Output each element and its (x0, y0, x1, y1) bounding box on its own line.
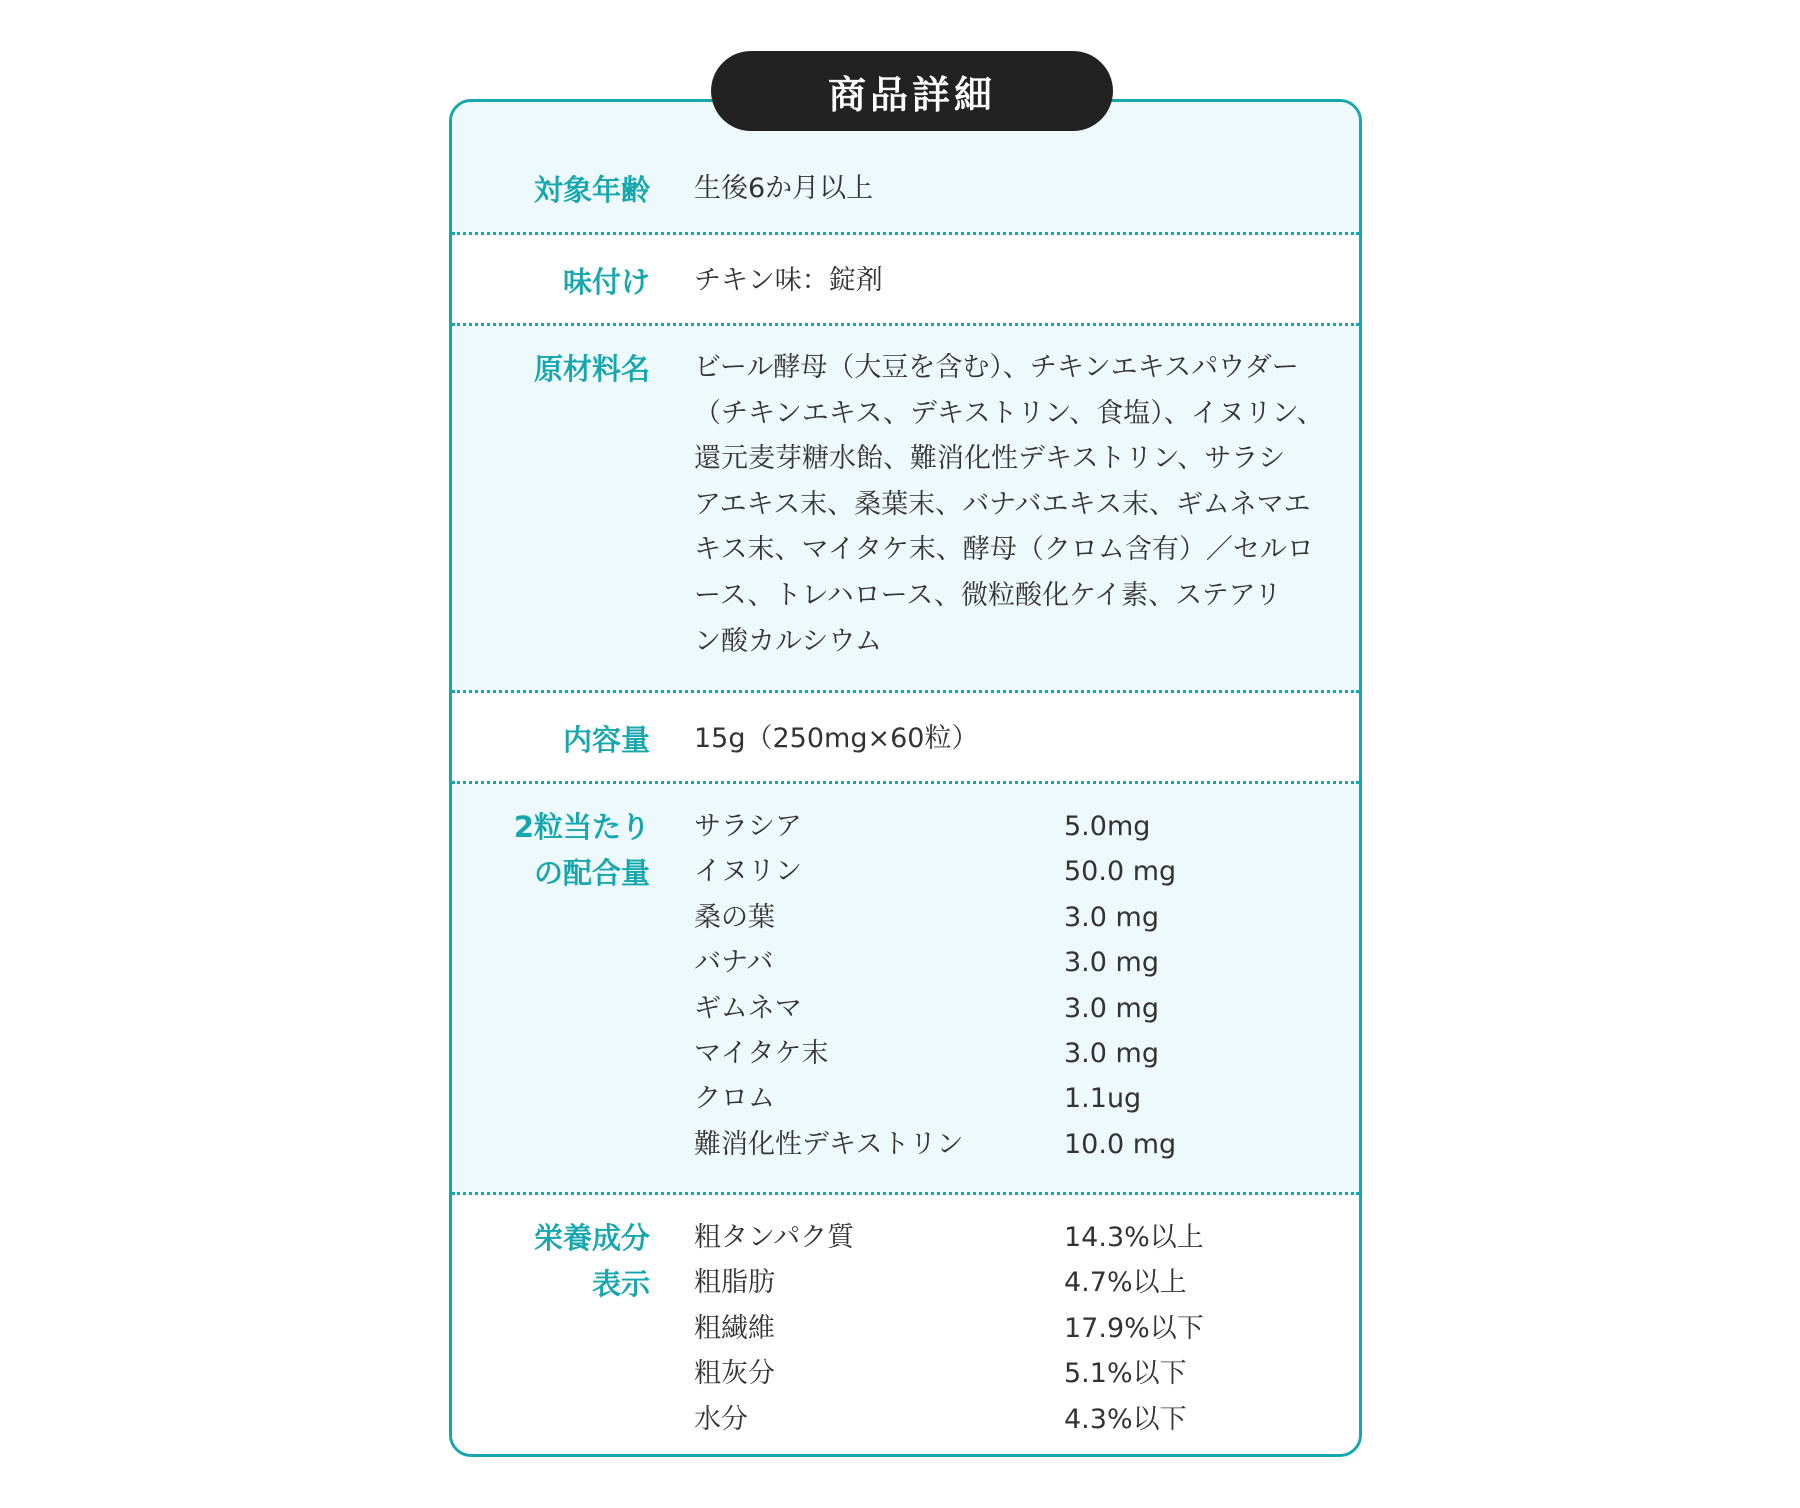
item-name: 粗繊維 (694, 1312, 775, 1344)
label-target-age: 対象年齢 (533, 173, 650, 207)
row-per-two-tablets (452, 784, 1359, 1195)
row-content-amount (452, 693, 1359, 784)
value-content-amount: 15g（250mg×60粒） (694, 723, 979, 754)
list-item (694, 1397, 1334, 1442)
item-amount: 4.7%以上 (1064, 1267, 1187, 1299)
label-flavor: 味付け (562, 265, 650, 299)
item-name: ギムネマ (694, 992, 802, 1024)
list-item (694, 940, 1334, 985)
list-item (694, 1122, 1334, 1167)
value-target-age: 生後6か月以上 (694, 173, 874, 204)
item-amount: 3.0 mg (1064, 947, 1159, 979)
item-name: サラシア (694, 811, 802, 842)
ingredients-line: ース、トレハロース、微粒酸化ケイ素、ステアリ (694, 579, 1282, 611)
list-item (694, 1306, 1334, 1351)
composition-list (694, 804, 1334, 1167)
list-item (694, 1351, 1334, 1396)
label-per-two-tablets (452, 804, 650, 896)
list-item (694, 895, 1334, 940)
item-amount: 1.1ug (1064, 1083, 1142, 1115)
list-item (694, 1215, 1334, 1260)
item-amount: 17.9%以下 (1064, 1312, 1204, 1344)
item-amount: 3.0 mg (1064, 1037, 1159, 1069)
item-name: マイタケ末 (694, 1037, 829, 1069)
item-name: クロム (694, 1083, 775, 1115)
ingredients-line: ン酸カルシウム (694, 625, 883, 657)
row-ingredients (452, 326, 1359, 693)
item-name: イヌリン (694, 856, 802, 888)
label-content-amount: 内容量 (562, 723, 650, 757)
row-flavor (452, 235, 1359, 326)
label-ingredients: 原材料名 (533, 352, 650, 386)
ingredients-line: （チキンエキス、デキストリン、食塩）、イヌリン、 (694, 397, 1324, 429)
label-line: の配合量 (533, 856, 650, 890)
item-amount: 5.0mg (1064, 811, 1151, 842)
ingredients-line: アエキス末、桑葉末、バナバエキス末、ギムネマエ (694, 488, 1311, 520)
item-name: 粗タンパク質 (694, 1222, 855, 1253)
label-nutrition (452, 1215, 650, 1307)
label-line: 2粒当たり (513, 810, 650, 844)
value-ingredients (694, 345, 1334, 664)
ingredients-line: ビール酵母（大豆を含む）、チキンエキスパウダー (694, 352, 1299, 383)
list-item (694, 804, 1334, 849)
item-name: バナバ (694, 947, 774, 979)
nutrition-list (694, 1215, 1334, 1442)
label-line: 表示 (591, 1267, 650, 1301)
item-name: 難消化性デキストリン (694, 1128, 964, 1160)
list-item (694, 1076, 1334, 1121)
item-amount: 3.0 mg (1064, 901, 1159, 933)
list-item (694, 1260, 1334, 1305)
product-detail-table (449, 99, 1362, 1457)
list-item (694, 986, 1334, 1031)
item-amount: 5.1%以下 (1064, 1358, 1187, 1390)
item-amount: 50.0 mg (1064, 856, 1177, 888)
label-line: 栄養成分 (533, 1221, 650, 1255)
item-name: 粗脂肪 (694, 1267, 775, 1299)
row-nutrition (452, 1195, 1359, 1457)
section-title: 商品詳細 (711, 51, 1113, 131)
item-name: 水分 (694, 1403, 748, 1435)
item-name: 粗灰分 (694, 1358, 775, 1390)
value-flavor: チキン味：錠剤 (694, 265, 883, 296)
item-amount: 14.3%以上 (1064, 1222, 1204, 1253)
list-item (694, 849, 1334, 894)
ingredients-line: 還元麦芽糖水飴、難消化性デキストリン、サラシ (694, 443, 1286, 475)
list-item (694, 1031, 1334, 1076)
item-amount: 10.0 mg (1064, 1128, 1177, 1160)
ingredients-line: キス末、マイタケ末、酵母（クロム含有）／セルロ (694, 534, 1314, 566)
item-amount: 3.0 mg (1064, 992, 1159, 1024)
item-name: 桑の葉 (694, 901, 775, 933)
item-amount: 4.3%以下 (1064, 1403, 1187, 1435)
